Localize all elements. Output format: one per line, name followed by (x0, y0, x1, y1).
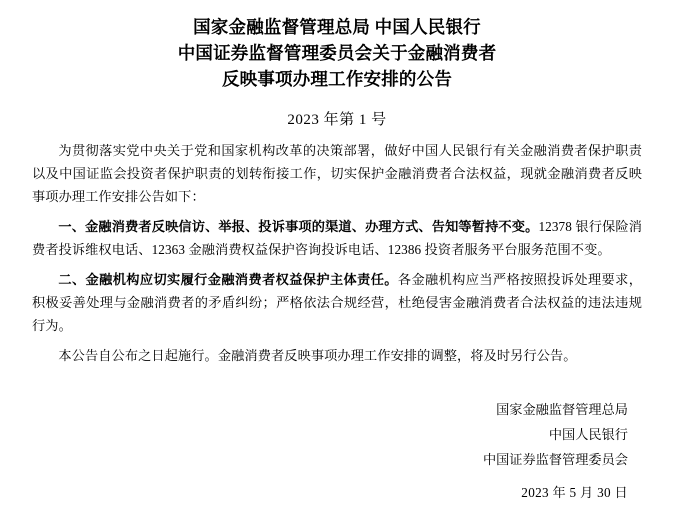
document-number: 2023 年第 1 号 (287, 112, 387, 128)
item-1-heading: 一、金融消费者反映信访、举报、投诉事项的渠道、办理方式、告知等暂持不变。 (58, 219, 539, 234)
signature-org-3: 中国证券监督管理委员会 (482, 452, 628, 467)
paragraph-intro: 为贯彻落实党中央关于党和国家机构改革的决策部署，做好中国人民银行有关金融消费者保护职责以及中国证监会投资者保护职责的划转衔接工作，切实保护金融消费者合法权益，现就金融消费者反映事项办理工作安排公告如下： (32, 143, 642, 204)
signature-org-2: 中国人民银行 (548, 427, 628, 442)
title-line-3: 反映事项办理工作安排的公告 (221, 69, 453, 89)
item-2-text: 各金融机构应当严格按照投诉处理要求，积极妥善处理与金融消费者的矛盾纠纷；严格依法合规经营，杜绝侵害金融消费者合法权益的违法违规行为。 (32, 272, 642, 333)
title-line-2: 中国证券监督管理委员会关于金融消费者 (177, 43, 497, 63)
title-line-1: 国家金融监督管理总局 中国人民银行 (193, 17, 481, 37)
paragraph-closing: 本公告自公布之日起施行。金融消费者反映事项办理工作安排的调整，将及时另行公告。 (58, 348, 577, 363)
item-1-text: 12378 银行保险消费者投诉维权电话、12363 金融消费权益保护咨询投诉电话、12386 投资者服务平台服务范围不变。 (32, 219, 642, 257)
paragraph-item-2 (32, 268, 642, 337)
document-signature (32, 397, 642, 505)
paragraph-item-1 (32, 215, 642, 261)
item-2-heading: 二、金融机构应切实履行金融消费者权益保护主体责任。 (58, 272, 398, 287)
signature-date: 2023 年 5 月 30 日 (521, 485, 628, 500)
document-title (32, 14, 642, 92)
signature-org-1: 国家金融监督管理总局 (496, 402, 628, 417)
document-body (32, 139, 642, 367)
